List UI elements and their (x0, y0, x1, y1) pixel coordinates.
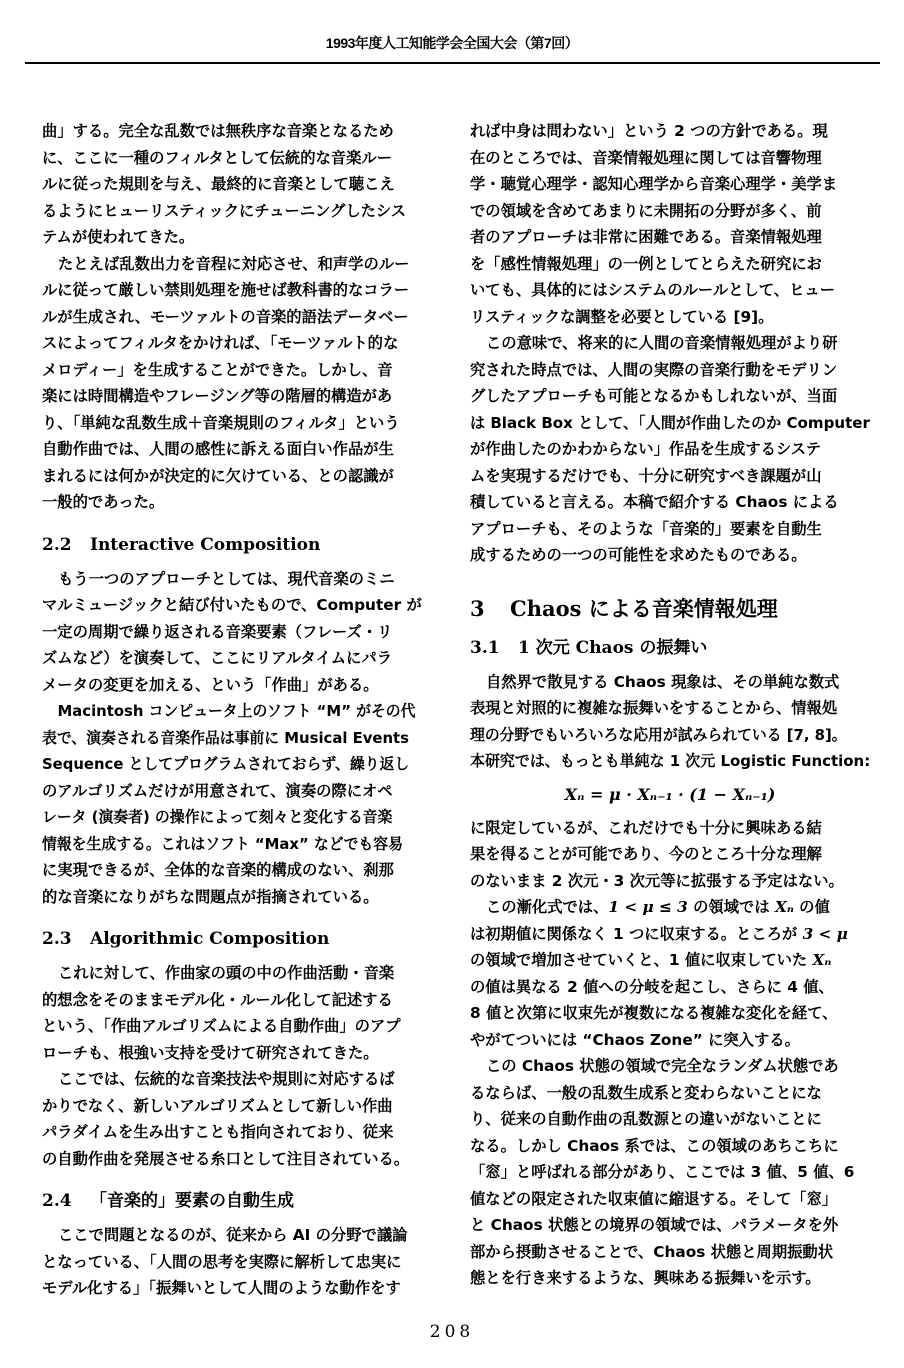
text-line: 楽には時間構造やフレージング等の階層的構造があ (42, 387, 393, 405)
inline-math: Xₙ (774, 898, 794, 916)
text-line: たとえば乱数出力を音程に対応させ、和声学のルー (58, 254, 410, 273)
text-line: スによってフィルタをかければ、「モーツァルト的な (42, 334, 399, 352)
paragraph-3-1-a (470, 669, 870, 775)
text-line: れば中身は問わない」という 2 つの方針である。現 (470, 122, 828, 140)
section-title: Chaos による音楽情報処理 (510, 595, 778, 621)
text-line: モデル化する」「振舞いとして人間のような動作をす (42, 1279, 401, 1297)
text-span: の値 (793, 898, 830, 916)
text-line: ルが生成され、モーツァルトの音楽的語法データベー (42, 307, 409, 326)
text-line (470, 921, 870, 948)
text-line: 一般的であった。 (42, 493, 165, 511)
text-line: レータ (演奏者) の操作によって刻々と変化する音楽 (42, 808, 393, 826)
section-title: Algorithmic Composition (90, 929, 330, 949)
text-line: 自動作曲では、人間の感性に訴える面白い作品が生 (42, 440, 394, 458)
text-line: と Chaos 状態との境界の領域では、パラメータを外 (470, 1216, 839, 1234)
text-line: 態とを行き来するような、興味ある振舞いを示す。 (470, 1269, 821, 1287)
text-line: もう一つのアプローチとしては、現代音楽のミニ (58, 569, 395, 588)
running-head: 1993年度人工知能学会全国大会（第7回） (325, 35, 579, 51)
text-line: かりでなく、新しいアルゴリズムとして新しい作曲 (42, 1096, 393, 1115)
text-line: 的想念をそのままモデル化・ルール化して記述する (42, 990, 393, 1009)
section-heading-2-2 (42, 530, 442, 560)
logistic-equation: Xₙ = μ · Xₙ₋₁ · (1 − Xₙ₋₁) (564, 784, 776, 804)
paragraph-meaning (470, 330, 870, 569)
text-line: 果を得ることが可能であり、今のところ十分な理解 (470, 845, 822, 863)
text-line: のアルゴリズムだけが用意されて、演奏の際にオペ (42, 781, 393, 800)
text-line: ムを実現するだけでも、十分に研究すべき課題が山 (470, 466, 822, 485)
text-line: 理の分野でもいろいろな応用が試みられている [7, 8]。 (470, 725, 847, 744)
text-line: 部から摂動させることで、Chaos 状態と周期振動状 (470, 1242, 834, 1261)
paragraph-2-3-b (42, 1066, 442, 1172)
text-line: グしたアプローチも可能となるかもしれないが、当面 (470, 387, 838, 405)
text-line: に限定しているが、これだけでも十分に興味ある結 (470, 818, 822, 837)
header-rule (25, 62, 500, 64)
text-line: 8 値と次第に収束先が複数になる複雑な変化を経て、 (470, 1004, 838, 1022)
text-line: ズムなど）を演奏して、ここにリアルタイムにパラ (42, 649, 392, 667)
page-number: 208 (429, 1322, 475, 1342)
text-line: 究された時点では、人間の実際の音楽行動をモデリン (470, 360, 838, 379)
text-line: に実現できるが、全体的な音楽的構成のない、刹那 (42, 861, 394, 879)
text-line: 情報を生成する。これはソフト “Max” などでも容易 (42, 834, 403, 853)
text-line: テムが使われてきた。 (42, 228, 195, 246)
text-line: るならば、一般の乱数生成系と変わらないことにな (470, 1083, 822, 1102)
paragraph-2-2-b (42, 698, 442, 910)
text-line: 表で、演奏される音楽作品は事前に Musical Events (42, 728, 409, 747)
section-number: 2.2 (42, 534, 72, 555)
text-line: 自然界で散見する Chaos 現象は、その単純な数式 (486, 672, 840, 691)
text-line: 「窓」と呼ばれる部分があり、ここでは 3 値、5 値、6 (470, 1163, 855, 1181)
inline-math: Xₙ (812, 951, 832, 969)
text-line: ルに従った規則を与え、最終的に音楽として聴こえ (42, 175, 395, 193)
paragraph-2-4 (42, 1222, 442, 1302)
text-span: の領域で増加させていくと、1 値に収束していた (470, 951, 813, 969)
text-line: 成するための一つの可能性を求めたものである。 (470, 546, 807, 564)
text-line: を「感性情報処理」の一例としてとらえた研究にお (470, 254, 822, 273)
text-line: の値は異なる 2 値への分岐を起こし、さらに 4 値、 (470, 977, 834, 996)
text-line: ルに従って厳しい禁則処理を施せば教科書的なコラー (42, 281, 410, 299)
text-line: パラダイムを生み出すことも指向されており、従来 (42, 1123, 394, 1141)
text-line: 表現と対照的に複雑な振舞いをすることから、情報処 (470, 699, 838, 717)
text-line: が作曲したのかわからない」作品を生成するシステ (470, 440, 822, 458)
inline-math: 1 < μ ≤ 3 (608, 898, 688, 916)
section-number: 3 (470, 595, 485, 621)
inline-math: 3 < μ (802, 924, 848, 943)
header-rule-right (500, 62, 880, 64)
section-heading-3 (470, 591, 870, 627)
text-line: アプローチも、そのような「音楽的」要素を自動生 (470, 519, 822, 538)
section-number: 3.1 (470, 637, 500, 658)
section-number: 2.3 (42, 929, 72, 949)
text-line: 者のアプローチは非常に困難である。音楽情報処理 (470, 228, 822, 246)
section-title: Interactive Composition (90, 534, 321, 555)
text-line: 値などの限定された収束値に縮退する。そして「窓」 (470, 1189, 838, 1208)
paragraph-intro (42, 118, 442, 251)
text-line: は Black Box として、「人間が作曲したのか Computer (470, 413, 870, 432)
text-line: 在のところでは、音楽情報処理に関しては音響物理 (470, 148, 822, 167)
paragraph-3-1-d (470, 1053, 870, 1292)
text-line: ローチも、根強い支持を受けて研究されてきた。 (42, 1043, 379, 1062)
text-line: マルミュージックと結び付いたもので、Computer が (42, 596, 422, 614)
text-line: のないまま 2 次元・3 次元等に拡張する予定はない。 (470, 871, 844, 890)
text-line: での領域を含めてあまりに未開拓の分野が多く、前 (470, 201, 822, 220)
text-line: この意味で、将来的に人間の音楽情報処理がより研 (486, 334, 838, 352)
text-line: やがてついには “Chaos Zone” に突入する。 (470, 1030, 800, 1049)
text-line: り、「単純な乱数生成＋音楽規則のフィルタ」という (42, 413, 400, 432)
text-line: なる。しかし Chaos 系では、この領域のあちこちに (470, 1136, 839, 1155)
section-heading-2-4 (42, 1186, 442, 1216)
text-line: ここで問題となるのが、従来から AI の分野で議論 (58, 1226, 408, 1244)
text-line: となっている、「人間の思考を実際に解析して忠実に (42, 1252, 402, 1271)
text-line: 本研究では、もっとも単純な 1 次元 Logistic Function: (470, 752, 871, 770)
text-line: リスティックな調整を必要としている [9]。 (470, 307, 774, 326)
text-line: 曲」する。完全な乱数では無秩序な音楽となるため (42, 122, 394, 140)
text-line: メータの変更を加える、という「作曲」がある。 (42, 675, 379, 694)
paragraph-2-2-a (42, 566, 442, 699)
text-line: 的な音楽になりがちな問題点が指摘されている。 (42, 887, 379, 906)
paragraph-3-1-b (470, 815, 870, 895)
text-line: の自動作曲を発展させる糸口として注目されている。 (42, 1149, 410, 1168)
text-line (470, 894, 870, 921)
section-number: 2.4 (42, 1191, 72, 1211)
paragraph-2-3-a (42, 960, 442, 1066)
right-column (470, 118, 870, 1292)
text-line: 積していると言える。本稿で紹介する Chaos による (470, 493, 839, 511)
text-line: り、従来の自動作曲の乱数源との違いがないことに (470, 1110, 822, 1128)
text-line: ここでは、伝統的な音楽技法や規則に対応するば (58, 1070, 395, 1088)
text-line: 学・聴覚心理学・認知心理学から音楽心理学・美学ま (470, 175, 838, 193)
text-line: これに対して、作曲家の頭の中の作曲活動・音楽 (58, 964, 395, 982)
text-line (470, 947, 870, 974)
section-heading-3-1 (470, 633, 870, 663)
text-span: の領域では (687, 898, 775, 916)
section-title: 「音楽的」要素の自動生成 (90, 1191, 294, 1211)
section-title: 1 次元 Chaos の振舞い (518, 637, 708, 658)
paragraph-3-1-c (470, 894, 870, 1053)
text-line: メロディー」を生成することができた。しかし、音 (42, 360, 393, 379)
text-line: Sequence としてプログラムされておらず、繰り返し (42, 755, 410, 773)
text-line: に、ここに一種のフィルタとして伝統的な音楽ルー (42, 148, 392, 167)
paragraph-example (42, 251, 442, 516)
text-line: まれるには何かが決定的に欠けている、との認識が (42, 466, 394, 485)
text-line: いても、具体的にはシステムのルールとして、ヒュー (470, 281, 835, 299)
text-line: 一定の周期で繰り返される音楽要素（フレーズ・リ (42, 622, 393, 641)
text-span: この漸化式では、 (486, 898, 609, 916)
text-span: は初期値に関係なく 1 つに収束する。ところが (470, 924, 803, 943)
text-line: という、「作曲アルゴリズムによる自動作曲」のアプ (42, 1017, 401, 1035)
text-line: この Chaos 状態の領域で完全なランダム状態であ (486, 1057, 839, 1075)
text-line: るようにヒューリスティックにチューニングしたシス (42, 201, 407, 220)
text-line: Macintosh コンピュータ上のソフト “M” がその代 (57, 702, 416, 720)
paragraph-continued (470, 118, 870, 330)
section-heading-2-3 (42, 924, 442, 954)
left-column (42, 118, 442, 1302)
